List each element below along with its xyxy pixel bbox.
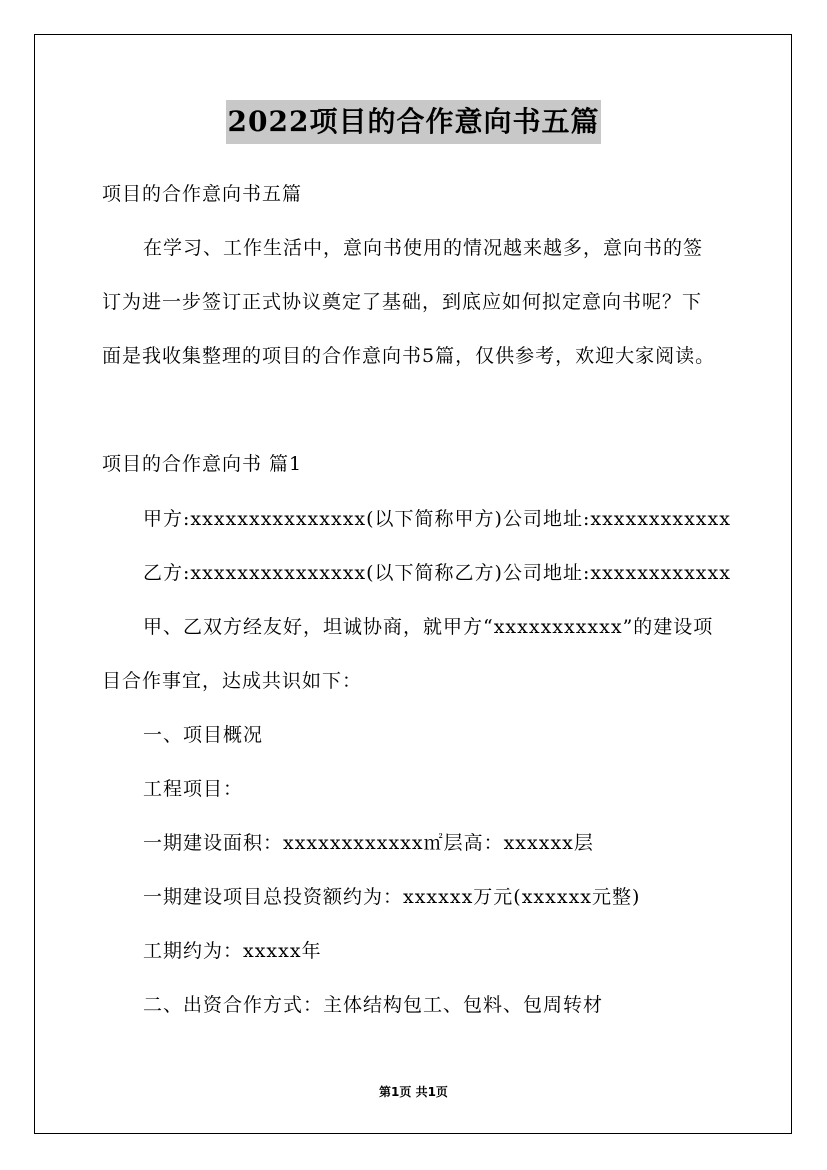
project-label: 工程项目：	[143, 778, 244, 800]
party-b-line: 乙方:xxxxxxxxxxxxxxx(以下简称乙方)公司地址:xxxxxxxxxxxx	[143, 562, 731, 584]
page-number: 第1页 共1页	[379, 1085, 448, 1099]
agreement-line-2: 目合作事宜，达成共识如下：	[102, 670, 363, 692]
page-footer	[0, 1084, 827, 1100]
section-two-heading: 二、出资合作方式：主体结构包工、包料、包周转材	[143, 994, 604, 1016]
intro-line-1: 在学习、工作生活中，意向书使用的情况越来越多，意向书的签	[143, 237, 704, 259]
section-one-heading: 一、项目概况	[143, 724, 264, 746]
chapter-heading: 项目的合作意向书 篇1	[102, 453, 303, 475]
intro-line-2: 订为进一步签订正式协议奠定了基础，到底应如何拟定意向书呢？下	[102, 291, 703, 313]
agreement-line-1: 甲、乙双方经友好，坦诚协商，就甲方“xxxxxxxxxxx”的建设项	[143, 616, 714, 638]
duration-line: 工期约为：xxxxx年	[143, 940, 322, 962]
title-container	[0, 100, 827, 144]
section-heading: 项目的合作意向书五篇	[102, 183, 303, 205]
intro-line-3: 面是我收集整理的项目的合作意向书5篇，仅供参考，欢迎大家阅读。	[102, 345, 716, 367]
area-line: 一期建设面积：xxxxxxxxxxxx㎡层高：xxxxxx层	[143, 832, 594, 854]
investment-line: 一期建设项目总投资额约为：xxxxxx万元(xxxxxx元整)	[143, 886, 641, 908]
party-a-line: 甲方:xxxxxxxxxxxxxxx(以下简称甲方)公司地址:xxxxxxxxxxxx	[143, 508, 731, 530]
document-title: 2022项目的合作意向书五篇	[226, 100, 602, 144]
